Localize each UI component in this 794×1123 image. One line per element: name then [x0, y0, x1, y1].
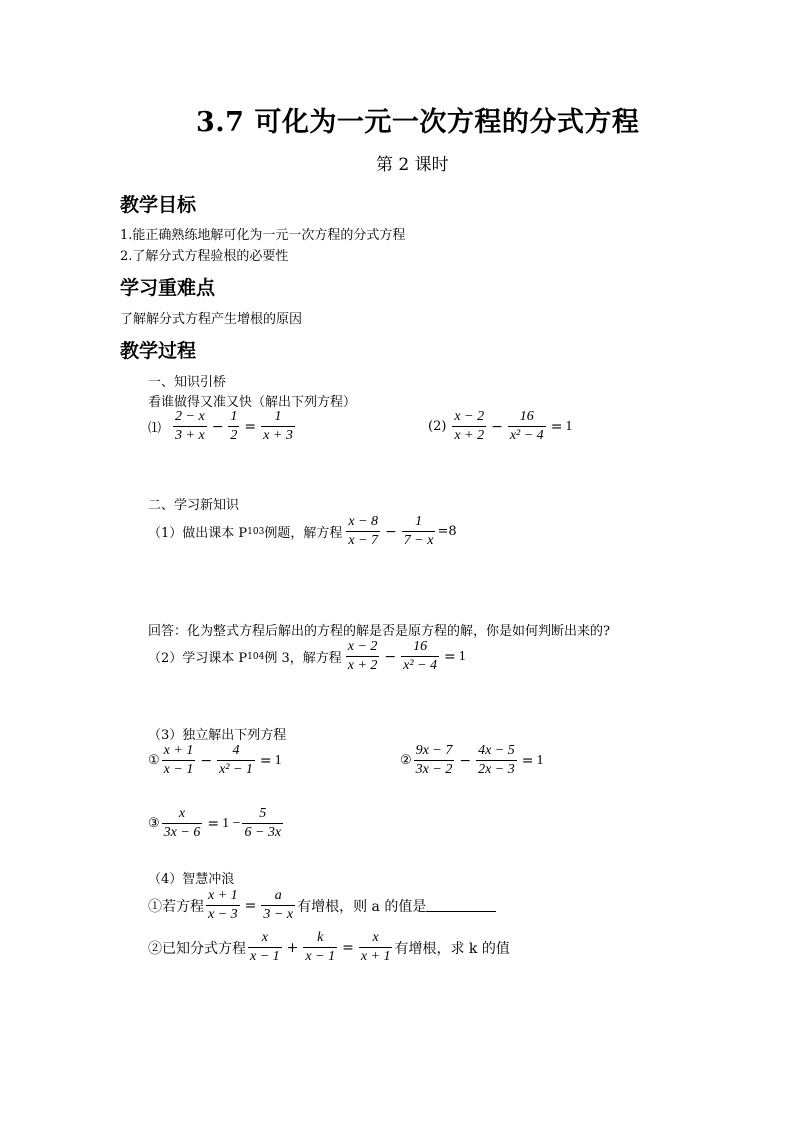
goals-heading: 教学目标	[120, 194, 197, 216]
equals-sign: =	[521, 752, 534, 769]
denominator: x − 3	[208, 907, 238, 922]
fraction	[217, 743, 255, 778]
question-2	[148, 639, 466, 674]
q1-text: 例题，解方程	[264, 526, 343, 541]
keypoints-text: 了解解分式方程产生增根的原因	[120, 312, 303, 327]
denominator: 7 − x	[403, 533, 434, 548]
numerator: 5	[259, 806, 267, 821]
fraction	[346, 514, 380, 549]
denominator: 2	[230, 428, 238, 443]
fraction	[228, 409, 239, 444]
constant: 1	[565, 418, 573, 434]
constant: 1	[536, 752, 544, 768]
numerator: 16	[519, 409, 534, 424]
denominator: x + 2	[347, 658, 378, 673]
equals-sign: =	[244, 897, 257, 914]
fraction	[242, 806, 283, 841]
eq2-label: (2)	[428, 419, 447, 434]
denominator: x² − 4	[403, 658, 438, 673]
numerator: x	[372, 930, 379, 945]
challenge-2-suffix: 有增根，求 k 的值	[394, 940, 510, 957]
plus-sign: +	[286, 939, 299, 956]
q1-prefix: （1）做出课本 P	[148, 526, 248, 541]
equals-sign: =	[259, 752, 272, 769]
equals-sign: =	[207, 815, 220, 832]
fraction	[248, 930, 282, 965]
q1-rhs: =8	[437, 524, 457, 539]
challenge-1	[148, 888, 496, 923]
constant-term: 1 −	[222, 815, 241, 831]
denominator: x² − 4	[509, 428, 544, 443]
numerator: x − 2	[454, 409, 485, 424]
q3-title: （3）独立解出下列方程	[148, 728, 287, 743]
equation-3c	[148, 806, 285, 841]
q4-title: （4）智慧冲浪	[148, 872, 235, 887]
constant: 1	[274, 752, 282, 768]
numerator: 2 − x	[175, 409, 205, 424]
page-subtitle: 第 2 课时	[376, 155, 449, 175]
fraction	[303, 930, 337, 965]
part1-title: 一、知识引桥	[148, 375, 227, 390]
numerator: 1	[415, 514, 423, 529]
denominator: x + 2	[454, 428, 485, 443]
fraction	[162, 806, 203, 841]
challenge-1-suffix: 有增根，则 a 的值是	[297, 898, 427, 915]
denominator: 3 − x	[263, 907, 294, 922]
equation-2	[428, 409, 572, 444]
answer-blank	[426, 899, 496, 912]
fraction	[508, 409, 546, 444]
challenge-2	[148, 930, 510, 965]
fraction	[162, 743, 196, 778]
denominator: x + 3	[263, 428, 293, 443]
minus-sign: −	[385, 523, 397, 540]
circled-number-1: ①	[148, 753, 160, 768]
challenge-1-prefix: ①若方程	[148, 898, 204, 915]
circled-number-2: ②	[400, 753, 412, 768]
equation-1	[148, 409, 297, 444]
denominator: 3x − 6	[163, 825, 201, 840]
page-number: 104	[247, 651, 265, 662]
eq1-label: ⑴	[148, 421, 162, 436]
process-heading: 教学过程	[120, 340, 197, 362]
goal-item-1: 1.能正确熟练地解可化为一元一次方程的分式方程	[120, 228, 406, 243]
q2-text: 例 3，解方程	[264, 651, 342, 666]
numerator: x	[261, 930, 268, 945]
numerator: 16	[413, 639, 428, 654]
fraction	[359, 930, 393, 965]
minus-sign: −	[459, 752, 472, 769]
fraction	[402, 514, 436, 549]
numerator: x + 1	[208, 888, 238, 903]
constant: 1	[458, 648, 466, 664]
numerator: 4	[232, 743, 240, 758]
equals-sign: =	[444, 648, 456, 665]
fraction	[401, 639, 439, 674]
numerator: 4x − 5	[478, 743, 515, 758]
challenge-2-prefix: ②已知分式方程	[148, 940, 246, 957]
fraction	[346, 639, 380, 674]
equals-sign: =	[550, 418, 563, 435]
q2-prefix: （2）学习课本 P	[148, 651, 248, 666]
minus-sign: −	[200, 752, 213, 769]
equals-sign: =	[342, 939, 354, 956]
numerator: x + 1	[163, 743, 194, 758]
numerator: a	[274, 888, 282, 903]
fraction	[173, 409, 207, 444]
numerator: 1	[230, 409, 238, 424]
minus-sign: −	[211, 418, 224, 435]
denominator: 3 + x	[175, 428, 205, 443]
minus-sign: −	[384, 648, 397, 665]
numerator: k	[317, 930, 324, 945]
fraction	[206, 888, 240, 923]
denominator: x − 1	[163, 762, 194, 777]
part2-title: 二、学习新知识	[148, 498, 240, 513]
denominator: x − 7	[348, 533, 379, 548]
equals-sign: =	[244, 418, 257, 435]
denominator: 3x − 2	[415, 762, 453, 777]
numerator: x − 2	[347, 639, 378, 654]
page-title: 3.7 可化为一元一次方程的分式方程	[196, 107, 640, 138]
fraction	[476, 743, 517, 778]
denominator: 6 − 3x	[244, 825, 282, 840]
keypoints-heading: 学习重难点	[120, 277, 216, 299]
numerator: 9x − 7	[415, 743, 453, 758]
question-1	[148, 514, 457, 549]
fraction	[261, 409, 295, 444]
equation-3b	[400, 743, 543, 778]
denominator: x − 1	[250, 949, 280, 964]
denominator: 2x − 3	[478, 762, 515, 777]
goal-item-2: 2.了解分式方程验根的必要性	[120, 249, 289, 264]
denominator: x + 1	[360, 949, 391, 964]
answer-prompt: 回答：化为整式方程后解出的方程的解是否是原方程的解，你是如何判断出来的?	[148, 624, 610, 639]
equation-3a	[148, 743, 282, 778]
minus-sign: −	[491, 418, 503, 435]
fraction	[452, 409, 486, 444]
numerator: 1	[274, 409, 282, 424]
denominator: x − 1	[305, 949, 336, 964]
denominator: x² − 1	[219, 762, 253, 777]
circled-number-3: ③	[148, 816, 160, 831]
numerator: x	[178, 806, 186, 821]
page-number: 103	[247, 526, 265, 537]
numerator: x − 8	[348, 514, 379, 529]
fraction	[414, 743, 455, 778]
fraction	[261, 888, 295, 923]
part1-intro: 看谁做得又准又快（解出下列方程）	[148, 395, 357, 410]
